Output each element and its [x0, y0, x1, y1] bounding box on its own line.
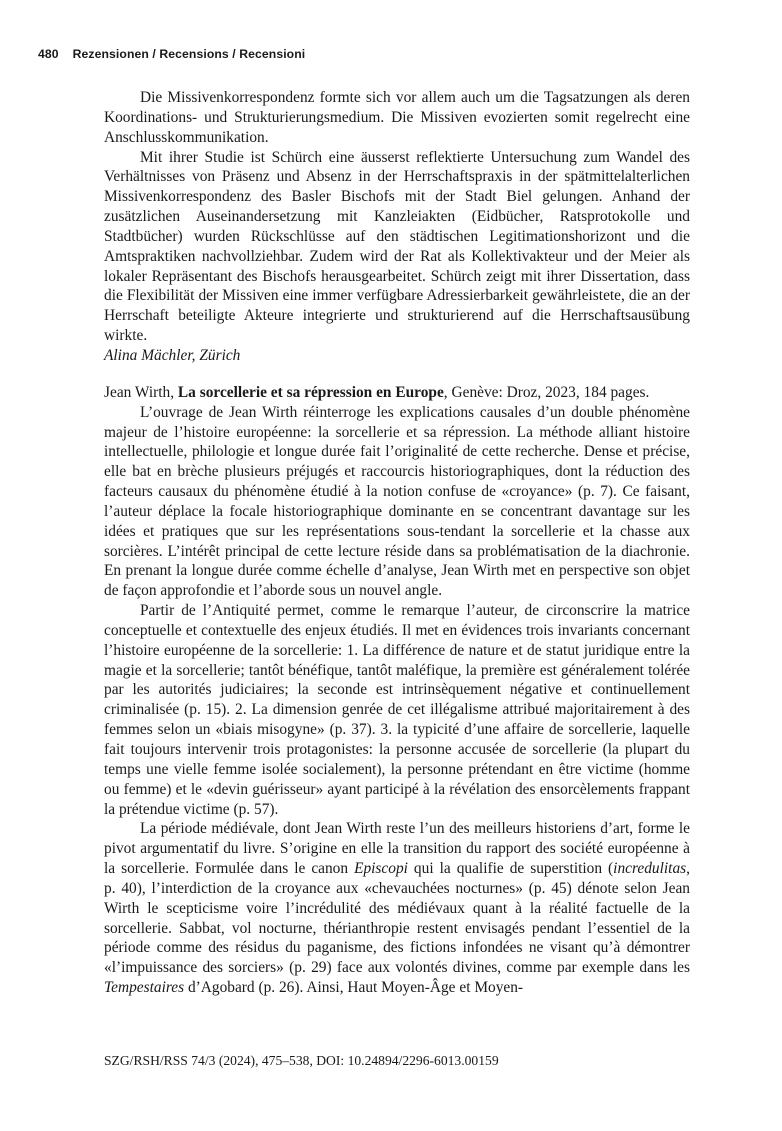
review1-paragraph-1: Die Missivenkorrespondenz formte sich vor allem auch um die Tagsatzungen als deren Koordinations- und Strukturierungsmedium. Die Missiven evozierten somit regelrecht eine Anschlusskommunikation.: [104, 89, 690, 146]
citation-separator: ,: [170, 383, 178, 401]
p3-text-4: d’Agobard (p. 26). Ainsi, Haut Moyen-Âge et Moyen-: [184, 979, 524, 997]
p3-italic-episcopi: Episcopi: [354, 860, 408, 878]
page-number: 480: [38, 47, 59, 61]
p3-italic-tempestaires: Tempestaires: [104, 979, 185, 997]
review2-paragraph-3: [104, 819, 690, 998]
citation-title: La sorcellerie et sa répression en Europe: [177, 383, 444, 401]
page-footer: SZG/RSH/RSS 74/3 (2024), 475–538, DOI: 10.24894/2296-6013.00159: [104, 1053, 499, 1068]
p3-text-1: La période médiévale, dont Jean Wirth reste l’un des meilleurs historiens d’art, forme le pivot argumentatif du livre. S’origine en elle la transition du rapport des société européenne à la sorcellerie. Formulée dans le canon: [104, 820, 690, 878]
p3-italic-incredulitas: incredulitas: [613, 860, 687, 878]
citation-details: , Genève: Droz, 2023, 184 pages.: [443, 383, 650, 401]
page-body: [104, 88, 690, 998]
review2-paragraph-2: Partir de l’Antiquité permet, comme le remarque l’auteur, de circonscrire la matrice conceptuelle et contextuelle des enjeux étudiés. Il met en évidences trois invariants concernant l’histoire européenne de la sorcellerie: 1. La différence de nature et de statut juridique entre la magie et la sorcellerie; tantôt bénéfique, tantôt maléfique, la première est généralement tolérée par les autorités judiciaires; la seconde est intrinsèquement négative et continuellement criminalisée (p. 15). 2. La dimension genrée de cet illégalisme attribué majoritairement à des femmes selon un «biais misogyne» (p. 37). 3. la typicité d’une affaire de sorcellerie, laquelle fait toujours intervenir trois protagonistes: la personne accusée de sorcellerie (la plupart du temps une vielle femme isolée socialement), la personne prétendant en être victime (homme ou femme) et le «devin guérisseur» ayant participé à la révélation des ensorcèlements frappant la prétendue victime (p. 57).: [104, 602, 690, 818]
review1-signature: Alina Mächler, Zürich: [104, 346, 241, 364]
section-spacer: [104, 366, 690, 383]
p3-text-2: qui la qualifie de superstition (: [407, 860, 614, 878]
review1-paragraph-2: Mit ihrer Studie ist Schürch eine äusserst reflektierte Untersuchung zum Wandel des Verhältnisses von Präsenz und Absenz in der Herrschaftspraxis in der spätmittelalterlichen Missivenkorrespondenz des Basler Bischofs mit der Stadt Biel gelungen. Anhand der zusätzlichen Auseinandersetzung mit Kanzleiakten (Eidbücher, Ratsprotokolle und Stadtbücher) wurden Rückschlüsse auf den städtischen Legitimationshorizont und die Amtspraktiken nachvollziehbar. Zudem wird der Rat als Kollektivakteur und der Meier als lokaler Repräsentant des Bischofs herausgearbeitet. Schürch zeigt mit ihrer Dissertation, dass die Flexibilität der Missiven eine immer verfügbare Adressierbarkeit gewährleistete, die an der Herrschaft beteiligte Akteure integrierte und strukturierend auf die Herrschaftsausübung wirkte.: [104, 148, 690, 345]
running-header: [38, 47, 305, 61]
review2-paragraph-1: L’ouvrage de Jean Wirth réinterroge les explications causales d’un double phénomène majeur de l’histoire européenne: la sorcellerie et sa répression. La méthode alliant histoire intellectuelle, philologie et longue durée fait l’originalité de cette recherche. Dense et précise, elle bat en brèche plusieurs préjugés et raccourcis historiographiques, dont la réduction des facteurs causaux du phénomène étudié à la notion confuse de «croyance» (p. 7). Ce faisant, l’auteur déplace la focale historiographique dominante en se concentrant davantage sur les idées et pratiques que sur les représentations sous-tendant la sorcellerie et la chasse aux sorcières. L’intérêt principal de cette lecture réside dans sa problématisation de la diachronie. En prenant la longue durée comme échelle d’analyse, Jean Wirth met en perspective son objet de façon approfondie et l’aborde sous un nouvel angle.: [104, 403, 690, 600]
citation-author: Jean Wirth: [104, 383, 171, 401]
review2-citation: [104, 383, 690, 403]
running-title: Rezensionen / Recensions / Recensioni: [72, 47, 306, 61]
p3-text-3: , p. 40), l’interdiction de la croyance aux «chevauchées nocturnes» (p. 45) dénote selon Jean Wirth le scepticisme voire l’incrédulité des médiévaux quant à la réalité factuelle de la sorcellerie. Sabbat, vol nocturne, thérianthropie restent envisagés pendant l’essentiel de la période comme des résidus du paganisme, des fictions infondées ne visant qu’à démontrer «l’impuissance des sorciers» (p. 29) face aux volontés divines, comme par exemple dans les: [104, 860, 690, 977]
